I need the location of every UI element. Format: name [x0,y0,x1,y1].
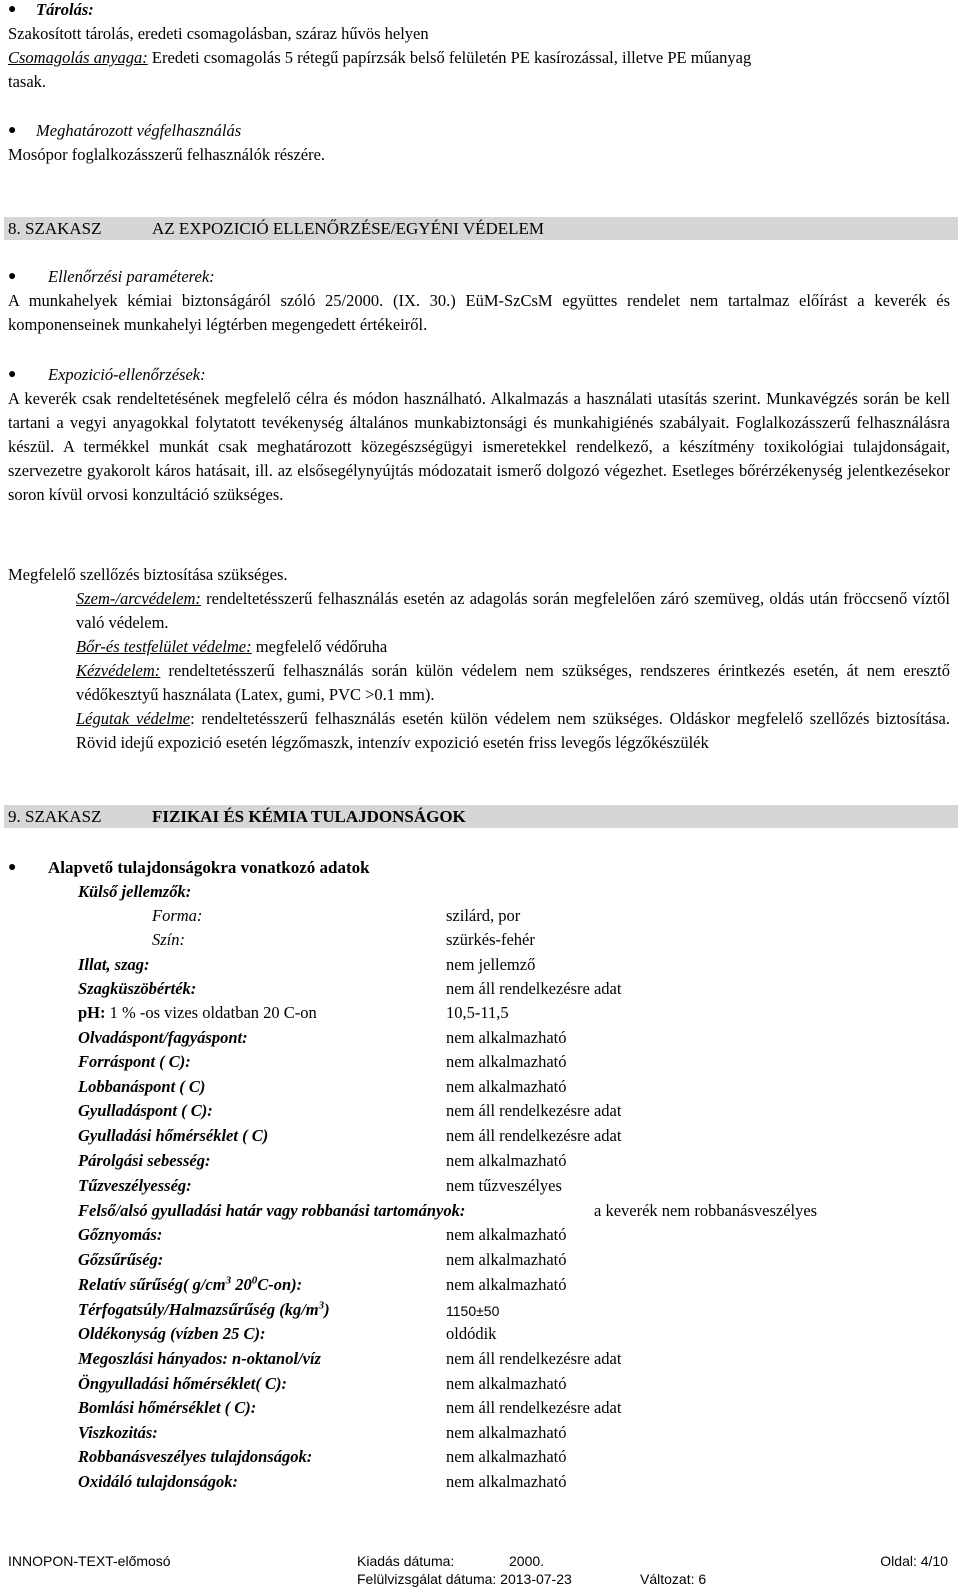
bullet: ● [8,269,17,284]
decomposition-value: nem áll rendelkezésre adat [446,1398,622,1417]
eye-protection-label: Szem-/arcvédelem: [76,589,201,608]
bulk-density-label-b: ) [324,1300,330,1319]
footer-page: Oldal: 4/10 [880,1553,948,1569]
footer-product: INNOPON-TEXT-előmosó [8,1553,171,1569]
form-value: szilárd, por [446,906,521,925]
bulk-density-label [78,1298,330,1322]
flammability-label: Tűzveszélyesség: [78,1176,192,1195]
explosion-limits-label: Felső/alsó gyulladási határ vagy robbanási tartományok: [78,1201,466,1220]
respiratory-protection [76,707,950,755]
skin-protection-text: megfelelő védőruha [251,637,388,656]
explosive-props-label: Robbanásveszélyes tulajdonságok: [78,1447,313,1466]
control-params-text: A munkahelyek kémiai biztonságáról szóló 25/2000. (IX. 30.) EüM-SzCsM együttes rendelet nem tartalmaz előírást a keverék és komponenseinek munkahelyi légtérben megengedett értékeiről. [8,291,950,334]
packaging-text: Eredeti csomagolás 5 rétegű papírzsák belső felületén PE kasírozással, illetve PE műanyag [147,48,752,67]
bulk-density-value: 1150±50 [446,1303,500,1319]
relative-density-sup2: 0 [251,1274,258,1287]
hand-protection [76,659,950,707]
footer-review-date: Felülvizsgálat dátuma: 2013-07-23 [357,1571,572,1587]
oxidizing-props-value: nem alkalmazható [446,1472,567,1491]
relative-density-label [78,1273,302,1297]
ph-text: 1 % -os vizes oldatban 20 C-on [105,1003,317,1022]
ph-label: pH: [78,1003,106,1022]
end-use-text: Mosópor foglalkozásszerű felhasználók részére. [8,145,326,164]
flash-point-value: nem alkalmazható [446,1077,567,1096]
oxidizing-props-label: Oxidáló tulajdonságok: [78,1472,238,1491]
explosion-limits-value: a keverék nem robbanásveszélyes [594,1201,818,1220]
relative-density-label-b: 20 [231,1275,252,1294]
section-9-header [4,805,958,828]
decomposition-label: Bomlási hőmérséklet ( C): [78,1398,257,1417]
ignition-point-label: Gyulladáspont ( C): [78,1101,213,1120]
hand-protection-label: Kézvédelem: [76,661,161,680]
storage-text: Szakosított tárolás, eredeti csomagolásban, száraz hűvös helyen [8,24,429,43]
ignition-temp-label: Gyulladási hőmérséklet ( C) [78,1126,269,1145]
odor-threshold-value: nem áll rendelkezésre adat [446,979,622,998]
color-value: szürkés-fehér [446,930,535,949]
footer-issue-value: 2000. [509,1553,545,1569]
section-8-header [4,217,958,240]
control-params-title: Ellenőrzési paraméterek: [48,267,215,286]
relative-density-sup1: 3 [225,1274,232,1287]
autoignition-label: Öngyulladási hőmérséklet( C): [78,1374,287,1393]
eye-protection [76,587,950,635]
bullet: ● [8,123,17,138]
packaging-line [8,46,751,70]
bullet: ● [8,860,17,875]
odor-value: nem jellemző [446,955,536,974]
bullet: ● [8,2,17,17]
melting-point-value: nem alkalmazható [446,1028,567,1047]
skin-protection [76,635,387,659]
boiling-point-value: nem alkalmazható [446,1052,567,1071]
section-8-number: 8. SZAKASZ [8,219,102,238]
respiratory-protection-label: Légutak védelme [76,709,191,728]
section-8-title: AZ EXPOZICIÓ ELLENŐRZÉSE/EGYÉNI VÉDELEM [152,219,545,238]
ph-line [78,1001,317,1025]
boiling-point-label: Forráspont ( C): [78,1052,191,1071]
partition-coef-value: nem áll rendelkezésre adat [446,1349,622,1368]
ph-value: 10,5-11,5 [446,1003,509,1022]
vapour-density-value: nem alkalmazható [446,1250,567,1269]
vapour-density-label: Gőzsűrűség: [78,1250,164,1269]
relative-density-label-c: C-on): [257,1275,303,1294]
evaporation-rate-value: nem alkalmazható [446,1151,567,1170]
autoignition-value: nem alkalmazható [446,1374,567,1393]
flash-point-label: Lobbanáspont ( C) [78,1077,206,1096]
external-features-label: Külső jellemzők: [78,882,192,901]
partition-coef-label: Megoszlási hányados: n-oktanol/víz [78,1349,321,1368]
footer-issue-label: Kiadás dátuma: [357,1553,455,1569]
exposure-title: Expozició-ellenőrzések: [48,365,206,384]
melting-point-label: Olvadáspont/fagyáspont: [78,1028,248,1047]
relative-density-value: nem alkalmazható [446,1275,567,1294]
explosive-props-value: nem alkalmazható [446,1447,567,1466]
flammability-value: nem tűzveszélyes [446,1176,562,1195]
eye-protection-text: rendeltetésszerű felhasználás esetén az adagolás során megfelelően záró szemüveg, oldás után fröccsenő víztől való védelem. [76,589,950,632]
bullet: ● [8,367,17,382]
viscosity-label: Viszkozitás: [78,1423,158,1442]
bulk-density-label-a: Térfogatsúly/Halmazsűrűség (kg/m [78,1300,319,1319]
section-9-number: 9. SZAKASZ [8,807,102,826]
vapour-pressure-label: Gőznyomás: [78,1225,163,1244]
footer-version: Változat: 6 [640,1571,707,1587]
viscosity-value: nem alkalmazható [446,1423,567,1442]
form-label: Forma: [152,906,203,925]
ignition-point-value: nem áll rendelkezésre adat [446,1101,622,1120]
basic-properties-title: Alapvető tulajdonságokra vonatkozó adatok [48,858,370,877]
storage-title: Tárolás: [36,0,94,19]
respiratory-protection-text: : rendeltetésszerű felhasználás esetén külön védelem nem szükséges. Oldáskor megfelelő szellőzés biztosítása. Rövid idejű expozició esetén légzőmaszk, intenzív expozició esetén friss levegős légzőkészülék [76,709,950,752]
vapour-pressure-value: nem alkalmazható [446,1225,567,1244]
evaporation-rate-label: Párolgási sebesség: [78,1151,211,1170]
bulk-density-sup: 3 [318,1299,325,1312]
exposure-text: A keverék csak rendeltetésének megfelelő célra és módon használható. Alkalmazás a használati utasítás szerint. Munkavégzés során be kell tartani a vegyi anyagokkal folytatott tevékenység általános munkabiztonsági és munkahigiénés szabályait. Foglalkozásszerű felhasználásra készül. A termékkel munkát csak meghatározott közegészségügyi ismeretekkel rendelkező, a készítmény toxikológiai tulajdonságait, szervezetre gyakorolt káros hatásait, ill. az elsősegélynyújtás módozatait ismerő dolgozó végezhet. Esetleges bőrérzékenység jelentkezésekor soron kívül orvosi konzultáció szükséges. [8,389,950,504]
ignition-temp-value: nem áll rendelkezésre adat [446,1126,622,1145]
packaging-label: Csomagolás anyaga: [8,48,148,67]
odor-label: Illat, szag: [78,955,150,974]
solubility-label: Oldékonyság (vízben 25 C): [78,1324,266,1343]
packaging-text-cont: tasak. [8,72,47,91]
solubility-value: oldódik [446,1324,497,1343]
skin-protection-label: Bőr-és testfelület védelme: [76,637,252,656]
color-label: Szín: [152,930,185,949]
relative-density-label-a: Relatív sűrűség( g/cm [78,1275,226,1294]
ventilation-text: Megfelelő szellőzés biztosítása szükséges. [8,565,288,584]
hand-protection-text: rendeltetésszerű felhasználás során külön védelem nem szükséges, rendszeres érintkezés esetén, át nem eresztő védőkesztyű használata (Latex, gumi, PVC >0.1 mm). [76,661,950,704]
end-use-title: Meghatározott végfelhasználás [36,121,242,140]
section-9-title: FIZIKAI ÉS KÉMIA TULAJDONSÁGOK [152,807,466,826]
odor-threshold-label: Szagküszöbérték: [78,979,197,998]
